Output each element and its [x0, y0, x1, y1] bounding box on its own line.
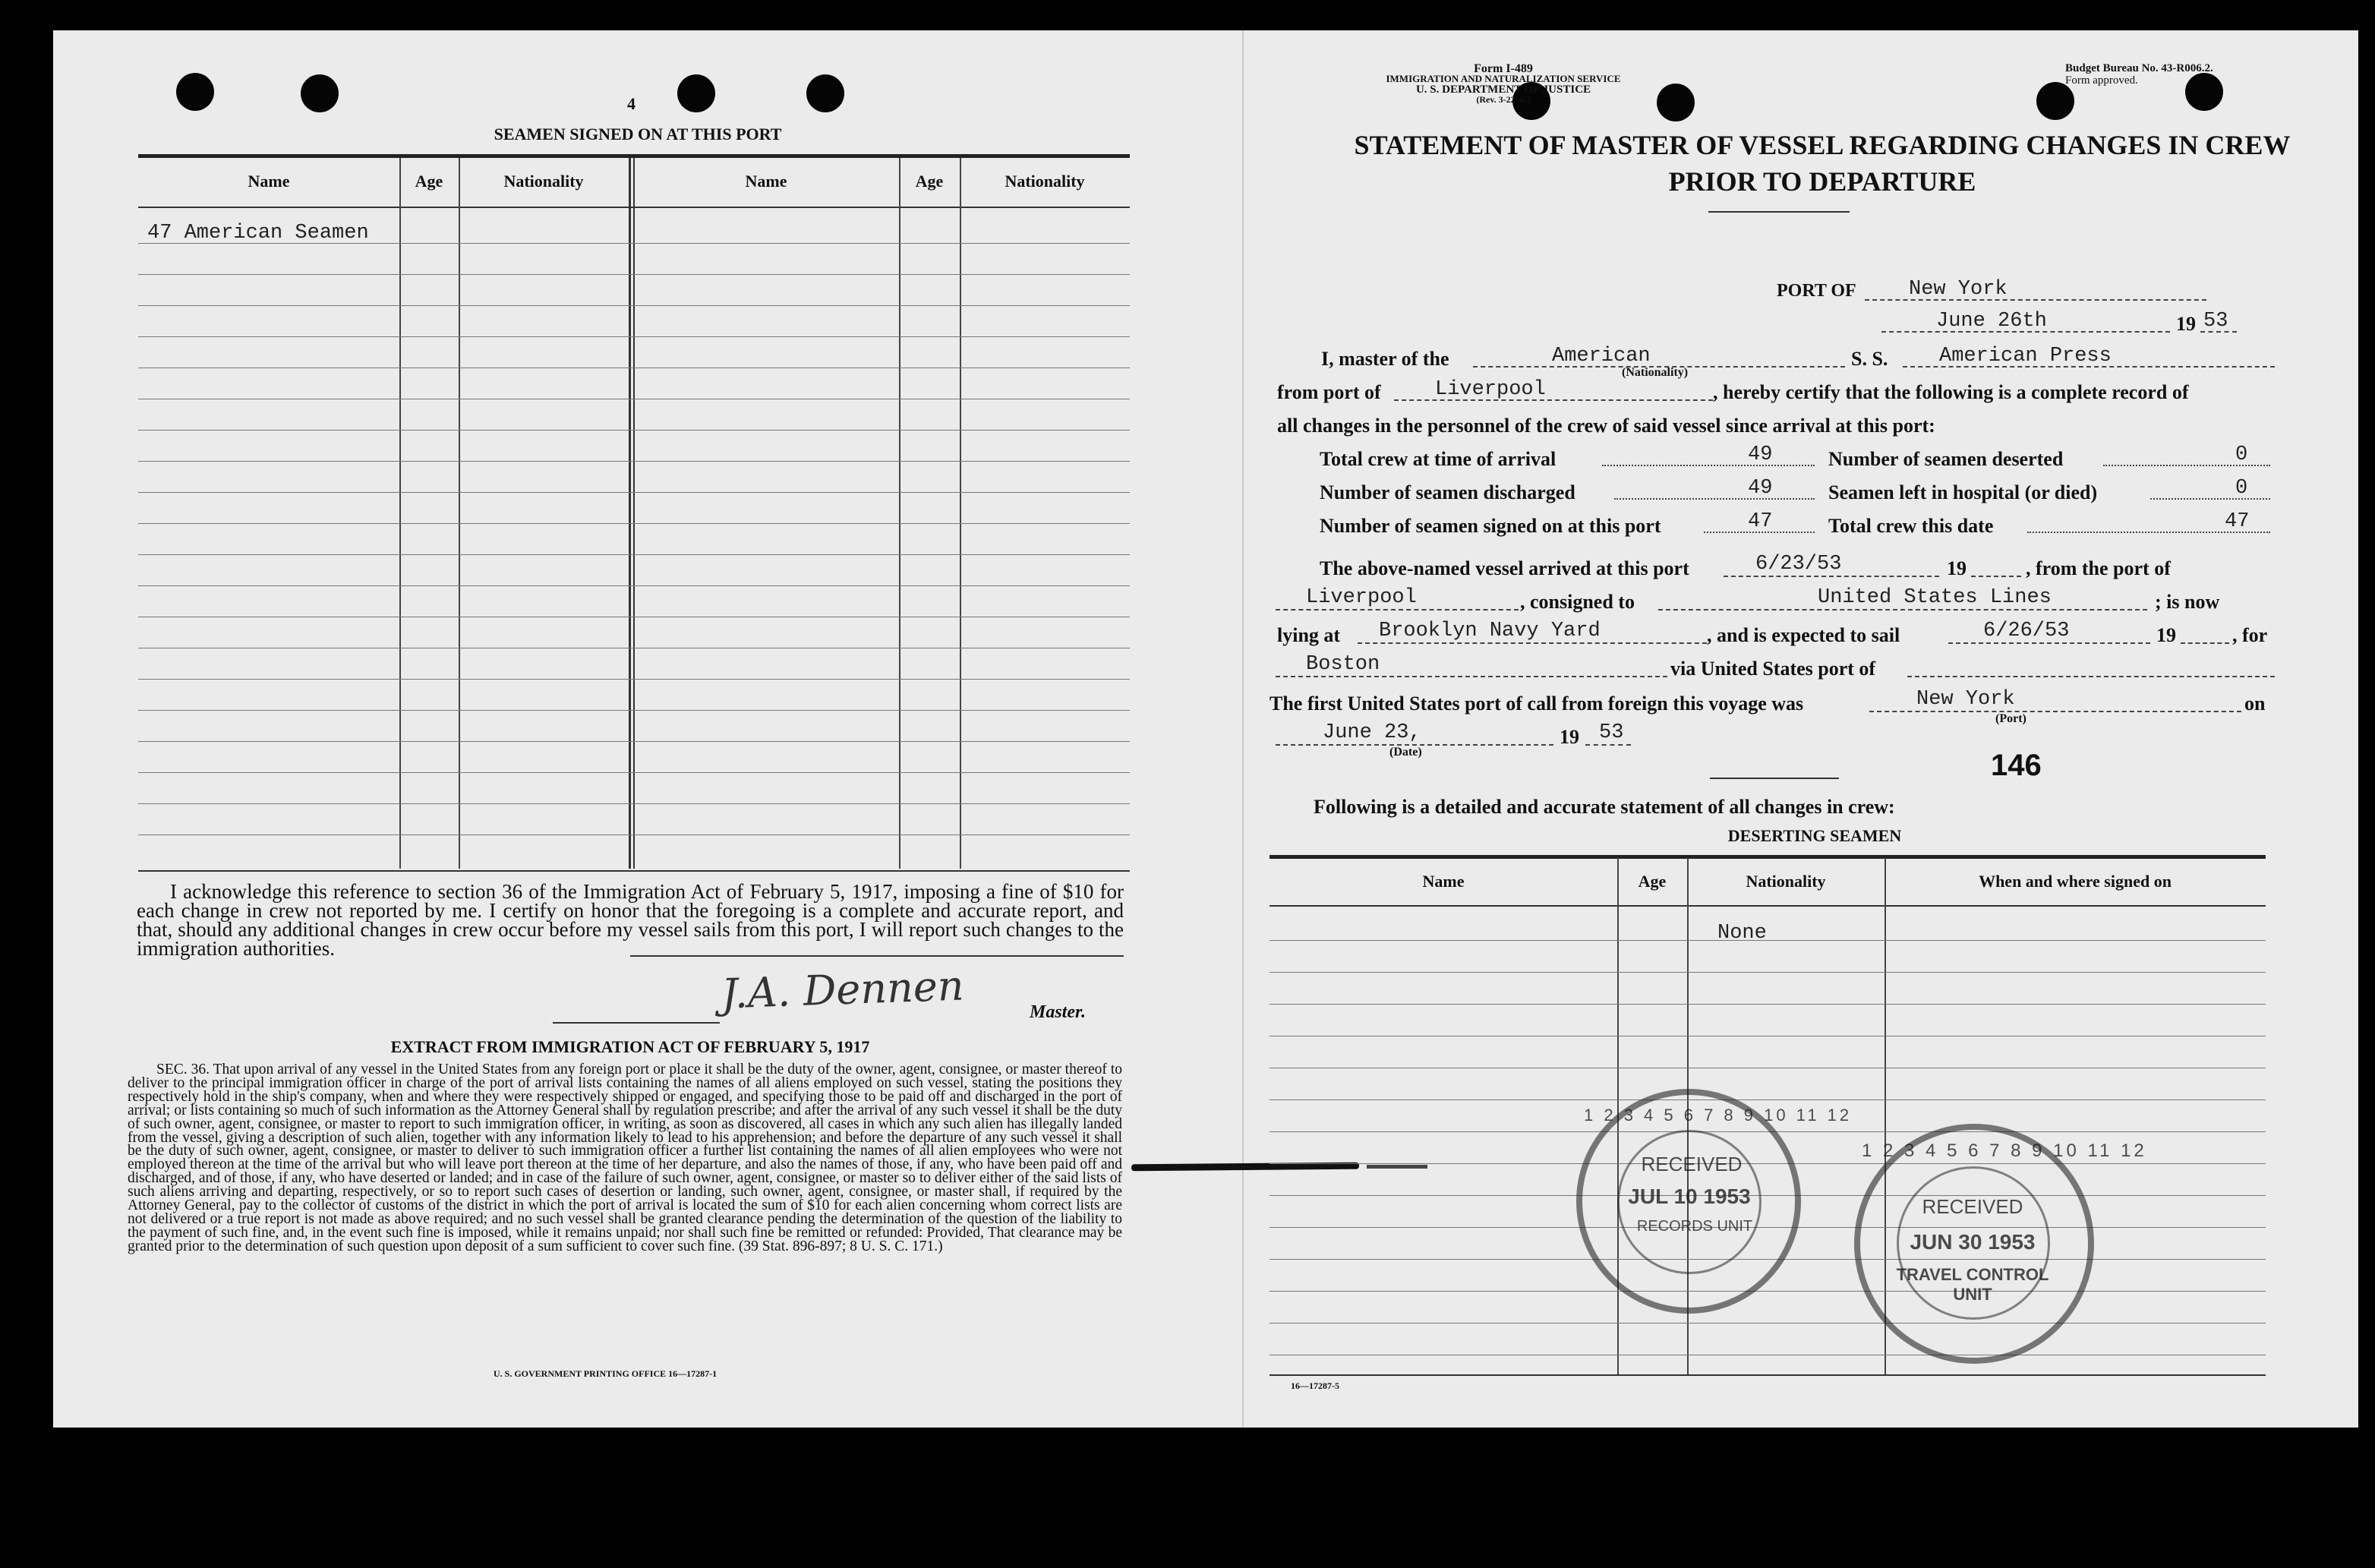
- port-caption: (Port): [1995, 712, 2026, 725]
- consigned-label: , consigned to: [1520, 591, 1635, 613]
- agency-line-2: U. S. DEPARTMENT OF JUSTICE: [1415, 84, 1591, 96]
- discharged-value: 49: [1748, 477, 1773, 500]
- year-prefix: 19: [2176, 313, 2196, 335]
- form-subtitle: PRIOR TO DEPARTURE: [1668, 166, 1976, 197]
- divider: [1708, 211, 1850, 213]
- col-header-age: Age: [1638, 872, 1667, 891]
- stamp-date: JUL 10 1953: [1628, 1185, 1751, 1208]
- section-title: SEAMEN SIGNED ON AT THIS PORT: [494, 125, 782, 144]
- page-fold: [1242, 30, 1244, 1428]
- total-date-value: 47: [2225, 510, 2250, 533]
- total-arrival-label: Total crew at time of arrival: [1320, 448, 1557, 470]
- arrived-from-value: Liverpool: [1306, 586, 1417, 609]
- first-port-value: New York: [1916, 688, 2015, 711]
- port-of-label: PORT OF: [1777, 281, 1856, 301]
- from-port-value: Liverpool: [1435, 378, 1546, 401]
- stamp-digits: 1 2 3 4 5 6 7 8 9 10 11 12: [1862, 1141, 2147, 1161]
- deserted-value: 0: [2235, 443, 2248, 466]
- nationality-caption: (Nationality): [1622, 366, 1689, 379]
- vessel-name: American Press: [1939, 345, 2112, 368]
- punch-hole: [677, 74, 715, 112]
- signed-on-entry: 47 American Seamen: [147, 222, 369, 245]
- form-number: Form I-489: [1474, 62, 1533, 75]
- first-date-value: June 23,: [1323, 721, 1421, 744]
- certify-text-2: all changes in the personnel of the crew of said vessel since arrival at this port:: [1277, 415, 1935, 437]
- stamp-unit: TRAVEL CONTROL: [1896, 1265, 2049, 1284]
- master-of-label: I, master of the: [1321, 348, 1449, 370]
- punch-hole: [301, 74, 339, 112]
- hospital-value: 0: [2235, 477, 2248, 500]
- col-header-name: Name: [248, 172, 290, 191]
- punch-hole: [2185, 73, 2223, 111]
- from-port-label: from port of: [1277, 381, 1381, 403]
- printer-line: U. S. GOVERNMENT PRINTING OFFICE 16—17287-1: [494, 1368, 718, 1379]
- sail-label: , and is expected to sail: [1707, 624, 1900, 646]
- punch-hole: [176, 73, 214, 111]
- stamp-received: RECEIVED: [1641, 1153, 1743, 1175]
- signature-line: [630, 955, 1124, 957]
- total-arrival-value: 49: [1748, 443, 1773, 466]
- acknowledgement-text: I acknowledge this reference to section 36 of the Immigration Act of February 5, 1917, imposing a fine of $10 for each change in crew not reported by me. I certify on honor that the foregoing is a complete and accurate report, and that, should any additional changes in crew occur before my vessel sails from this port, I will report such changes to the immigration authorities.: [137, 880, 1124, 960]
- stamp-received: RECEIVED: [1922, 1195, 2023, 1218]
- first-year-prefix: 19: [1560, 726, 1579, 748]
- col-header-nationality-2: Nationality: [1005, 172, 1085, 191]
- on-label: on: [2244, 693, 2266, 715]
- document-number: 146: [1991, 749, 2042, 782]
- col-header-age: Age: [415, 172, 443, 191]
- is-now-label: ; is now: [2155, 591, 2220, 613]
- arrived-label: The above-named vessel arrived at this port: [1320, 557, 1689, 579]
- page-number: 4: [627, 94, 636, 113]
- deserted-label: Number of seamen deserted: [1828, 448, 2064, 470]
- destination-value: Boston: [1306, 653, 1380, 676]
- signed-on-label: Number of seamen signed on at this port: [1320, 515, 1661, 537]
- hospital-label: Seamen left in hospital (or died): [1828, 481, 2098, 503]
- punch-hole: [2036, 82, 2074, 120]
- deserting-title: DESERTING SEAMEN: [1727, 826, 1902, 845]
- ss-label: S. S.: [1851, 348, 1888, 370]
- stamp-unit: RECORDS UNIT: [1636, 1218, 1753, 1235]
- port-of-value: New York: [1909, 278, 2008, 301]
- form-title: STATEMENT OF MASTER OF VESSEL REGARDING CHANGES IN CREW: [1354, 130, 2291, 160]
- divider: [553, 1022, 720, 1024]
- col-header-nationality: Nationality: [1746, 872, 1826, 891]
- col-header-when-where: When and where signed on: [1979, 872, 2172, 891]
- stamp-digits: 1 2 3 4 5 6 7 8 9 10 11 12: [1584, 1106, 1853, 1125]
- master-label: Master.: [1030, 1002, 1087, 1022]
- scratch-mark: [1367, 1165, 1427, 1169]
- col-header-name: Name: [1422, 872, 1465, 891]
- discharged-label: Number of seamen discharged: [1320, 481, 1575, 503]
- sail-year-prefix: 19: [2156, 624, 2176, 646]
- year-value: 53: [2203, 310, 2228, 333]
- signed-on-value: 47: [1748, 510, 1773, 533]
- master-signature: J.A. Dennen: [720, 961, 965, 1018]
- certify-text: , hereby certify that the following is a complete record of: [1713, 381, 2189, 403]
- first-year-value: 53: [1599, 721, 1624, 744]
- following-text: Following is a detailed and accurate statement of all changes in crew:: [1314, 796, 1895, 818]
- col-header-name-2: Name: [745, 172, 787, 191]
- form-approved: Form approved.: [2065, 74, 2138, 87]
- deserting-entry: None: [1717, 922, 1767, 945]
- arrived-value: 6/23/53: [1755, 553, 1842, 576]
- stamp-unit-2: UNIT: [1953, 1285, 1992, 1304]
- date-value: June 26th: [1936, 310, 2047, 333]
- lying-value: Brooklyn Navy Yard: [1379, 620, 1601, 642]
- first-port-label: The first United States port of call from foreign this voyage was: [1270, 693, 1804, 715]
- col-header-nationality: Nationality: [503, 172, 584, 191]
- punch-hole: [806, 74, 844, 112]
- divider: [1710, 778, 1839, 779]
- form-revision: (Rev. 3-22-45): [1476, 94, 1531, 105]
- lying-label: lying at: [1277, 624, 1341, 646]
- stamp-date: JUN 30 1953: [1910, 1230, 2036, 1254]
- nationality-value: American: [1552, 345, 1651, 368]
- extract-text: SEC. 36. That upon arrival of any vessel in the United States from any foreign port or place it shall be the duty of the owner, agent, consignee, or master thereof to deliver to the principal immigration officer in charge of the port of arrival lists containing the names of all aliens employed on such vessel, stating the positions they respectively hold in the ship's company, when and where they were respectively shipped or engaged, and specifying those to be paid off and discharged in the port of arrival; or lists containing so much of such information as the Attorney General shall by regulation prescribe; and after the arrival of any such vessel it shall be the duty of such owner, agent, consignee, or master to report to such immigration officer, in writing, as soon as discovered, all cases in which any such alien has illegally landed from the vessel, giving a description of such alien, together with any information likely to lead to his apprehension; and before the departure of any such vessel it shall be the duty of such owner, agent, consignee, or master to deliver to such immigration officer a further list containing the names of all alien employees who were not employed thereon at the time of the arrival but who will leave port thereon at the time of her departure, and also the names of those, if any, who have been paid off and discharged, and of those, if any, who have deserted or landed; and in case of the failure of such owner, agent, consignee, or master so to deliver either of the said lists of such aliens arriving and departing, respectively, or so to report such cases of desertion or landing, such owner, agent, consignee, or master shall, if required by the Attorney General, pay to the collector of customs of the district in which the port of arrival is located the sum of $10 for each alien concerning whom correct lists are not delivered or a true report is not made as above required; and no such vessel shall be granted clearance pending the determination of the question of the liability to the payment of such fine, and, in the event such fine is imposed, while it remains unpaid; nor shall such fine be remitted or refunded: Provided, That clearance may be granted prior to the determination of such question upon deposit of a sum sufficient to cover such fine. (39 Stat. 896-897; 8 U. S. C. 171.): [128, 1062, 1122, 1254]
- agency-line-1: IMMIGRATION AND NATURALIZATION SERVICE: [1386, 73, 1621, 84]
- date-caption: (Date): [1389, 746, 1422, 759]
- arrived-year-prefix: 19: [1947, 557, 1967, 579]
- for-label: , for: [2232, 624, 2268, 646]
- via-label: via United States port of: [1670, 658, 1876, 680]
- budget-bureau-number: Budget Bureau No. 43-R006.2.: [2065, 62, 2213, 74]
- printer-line-right: 16—17287-5: [1291, 1380, 1339, 1391]
- total-date-label: Total crew this date: [1828, 515, 1994, 537]
- extract-title: EXTRACT FROM IMMIGRATION ACT OF FEBRUARY 5, 1917: [390, 1037, 870, 1056]
- col-header-age-2: Age: [915, 172, 944, 191]
- consigned-value: United States Lines: [1818, 586, 2052, 609]
- from-port-of-label: , from the port of: [2026, 557, 2171, 579]
- sail-value: 6/26/53: [1983, 620, 2070, 642]
